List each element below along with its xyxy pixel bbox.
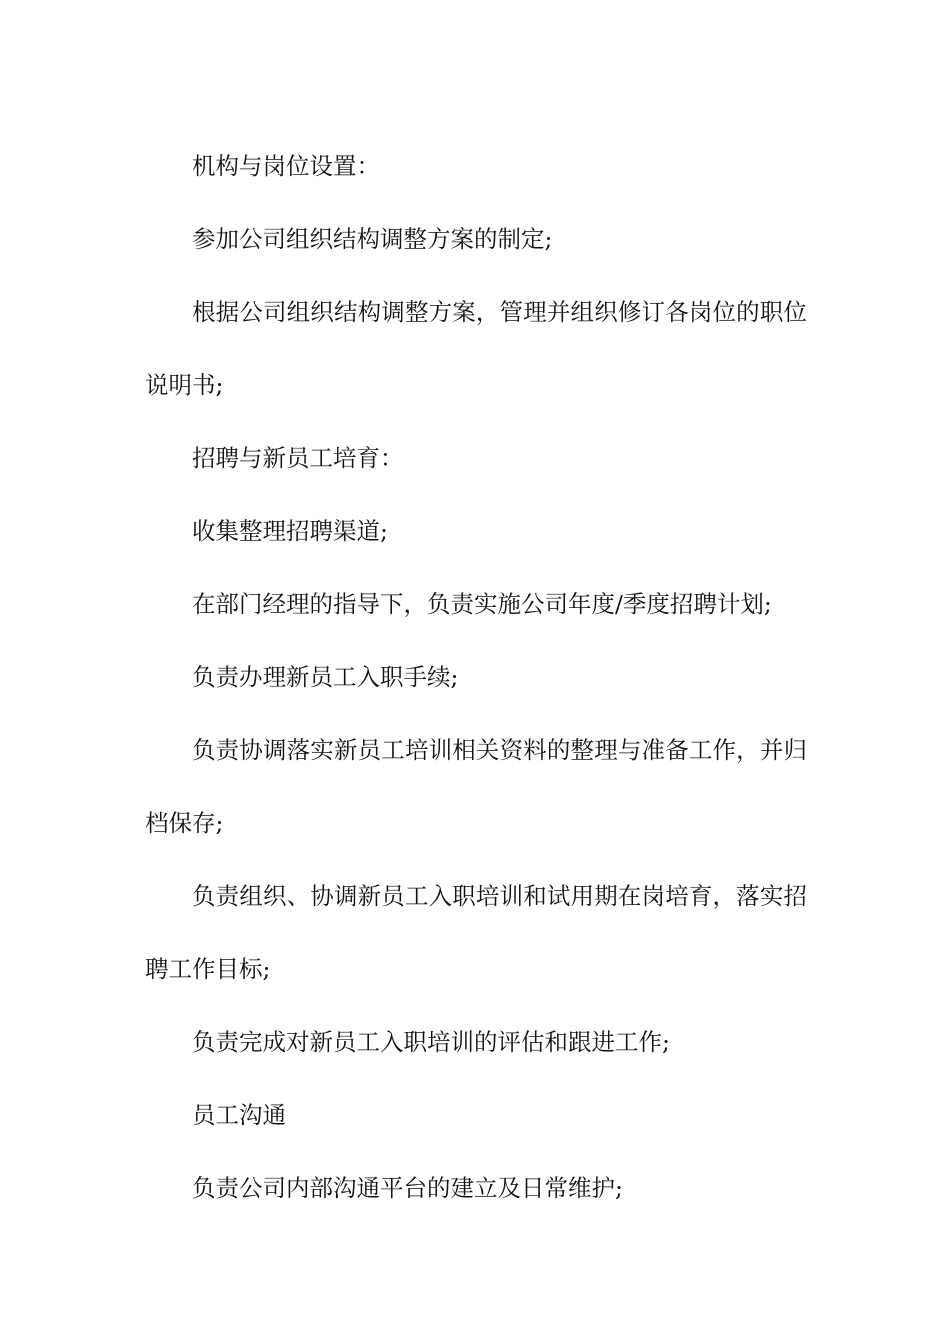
paragraph: 负责公司内部沟通平台的建立及日常维护; [192,1174,623,1202]
section-heading-employee-communication: 员工沟通 [192,1101,286,1129]
paragraph: 根据公司组织结构调整方案，管理并组织修订各岗位的职位说明书; [145,298,807,399]
section-heading-recruitment: 招聘与新员工培育： [192,444,404,472]
section-heading-org-positions: 机构与岗位设置： [192,152,380,180]
document-body [145,130,807,1225]
paragraph: 负责办理新员工入职手续; [192,663,459,691]
paragraph: 在部门经理的指导下，负责实施公司年度/季度招聘计划; [192,590,772,618]
paragraph: 负责协调落实新员工培训相关资料的整理与准备工作，并归档保存; [145,736,807,837]
paragraph: 收集整理招聘渠道; [192,517,388,545]
paragraph: 负责组织、协调新员工入职培训和试用期在岗培育，落实招聘工作目标; [145,882,807,983]
paragraph: 参加公司组织结构调整方案的制定; [192,225,553,253]
paragraph: 负责完成对新员工入职培训的评估和跟进工作; [192,1028,670,1056]
